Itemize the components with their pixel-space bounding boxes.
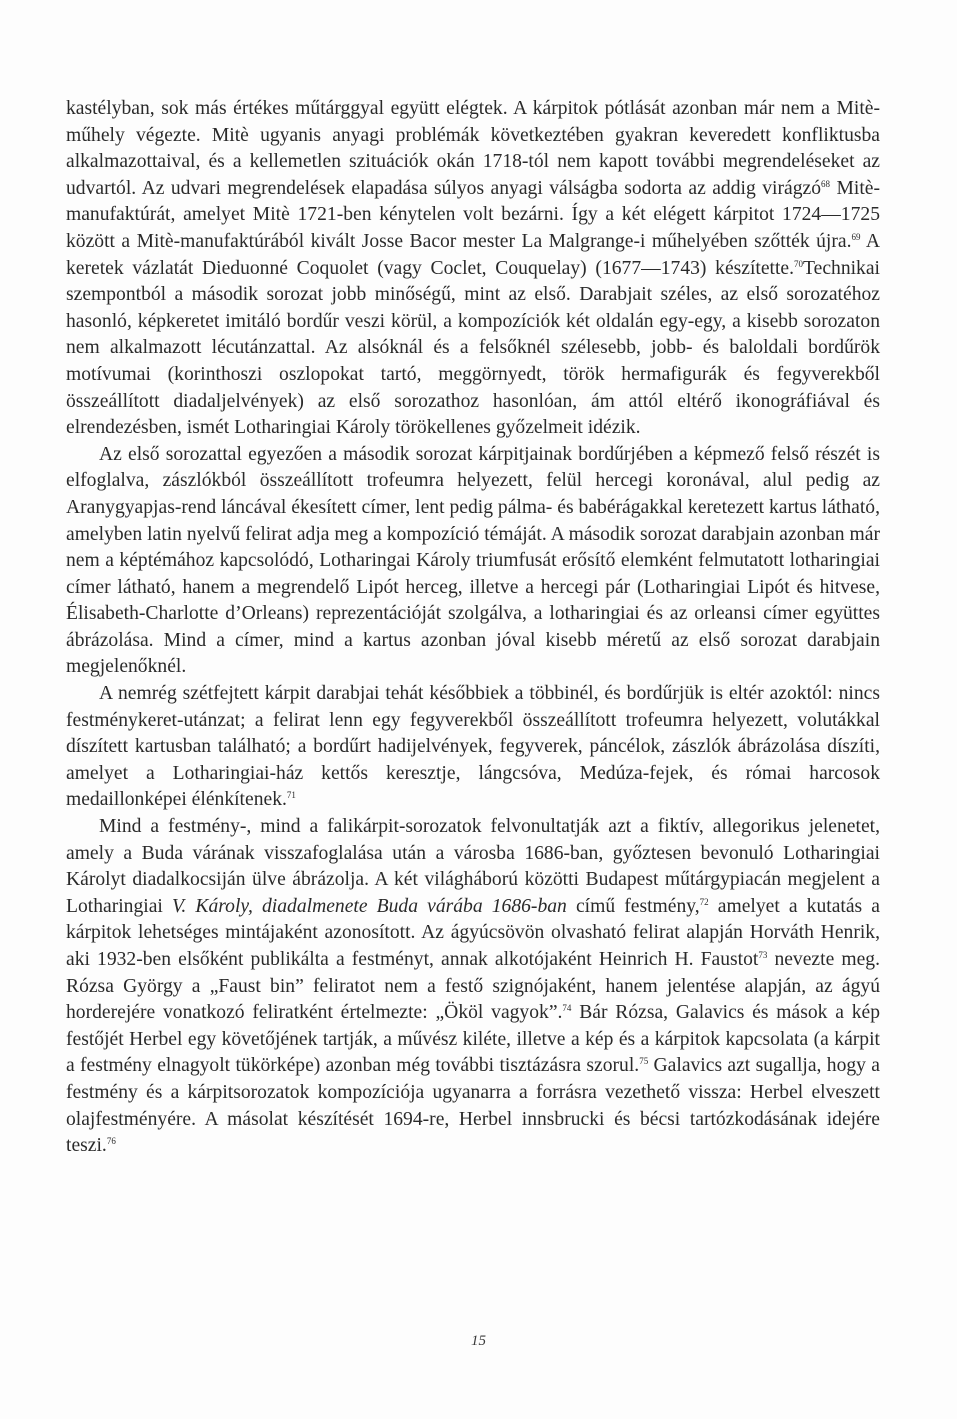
text-run: című festmény, xyxy=(566,895,700,917)
italic-title: V. Károly, diadalmenete Buda várába 1686-ban xyxy=(171,895,567,917)
text-run: nevezte meg. Rózsa György a „Faust bin” feliratot nem a festő szignójaként, hanem jelentése alapján, az ágyú horderejére vonatkozó feliratként értelmezte: „Ököl vagyok”. xyxy=(66,949,880,1024)
text-run: Mitè-manufaktúrát, amelyet Mitè 1721-ben kénytelen volt bezárni. Így a két elégett kárpitot 1724—1725 között a Mitè-manufaktúrából kivált Josse Bacor mester La Malgrange-i műhelyében szőtték újra. xyxy=(66,177,880,252)
footnote-marker: 76 xyxy=(106,1135,116,1146)
footnote-marker: 68 xyxy=(821,178,830,189)
footnote-marker: 69 xyxy=(851,231,861,242)
text-run: Galavics azt sugallja, hogy a festmény és a kárpitsorozatok kompozíciója ugyanarra a forrásra vezethető vissza: Herbel elveszett olajfestményére. A másolat készítését 1694-re, Herbel innsbrucki és bécsi tartózkodásának idejére teszi. xyxy=(66,1055,880,1157)
footnote-marker: 72 xyxy=(699,896,709,907)
paragraph xyxy=(66,681,880,814)
page-number: 15 xyxy=(471,1333,486,1349)
text-run: Mind a festmény-, mind a falikárpit-sorozatok felvonultatják azt a fiktív, allegorikus jelenetet, amely a Buda várának visszafoglalása után a városba 1686-ban, győztesen bevonuló Lotharingiai Károlyt diadalkocsiján ülve ábrázolja. A két világháború közötti Budapest műtárgypiacán megjelent a Lotharingiai xyxy=(66,816,880,917)
footnote-marker: 74 xyxy=(562,1003,572,1013)
text-run: A nemrég szétfejtett kárpit darabjai tehát későbbiek a többinél, és bordűrjük is eltér azoktól: nincs festménykeret-utánzat; a felirat lenn egy fegyverekből összeállított trofeumra helyezett, volutákkal díszített kartusban található; a bordűrt hadijelvények, fegyverek, páncélok, zászlók ábrázolása díszíti, amelyet a Lotharingiai-ház kettős keresztje, lángcsóva, Medúza-fejek, és római harcosok medaillonképei élénkítenek. xyxy=(66,683,880,811)
text-run: Bár Rózsa, Galavics és mások a kép festőjét Herbel egy követőjének tartják, a művész kiléte, illetve a kép és a kárpitok kapcsolata (a kárpit a festmény elnagyolt tükörképe) azonban még további tisztázásra szorul. xyxy=(66,1002,880,1077)
footnote-marker: 70 xyxy=(794,258,804,269)
paragraph xyxy=(66,96,880,442)
paragraph xyxy=(66,442,880,681)
text-run: Az első sorozattal egyezően a második sorozat kárpitjainak bordűrjében a képmező felső részét is elfoglalva, zászlókból összeállított trofeumra helyezett, felül hercegi koronával, alul pedig az Aranygyapjas-rend láncával ékesített címer, lent pedig pálma- és babérágakkal keretezett kartus látható, amelyben latin nyelvű felirat adja meg a kompozíció témáját. A második sorozat darabjain azonban már nem a képtémához kapcsolódó, Lotharingai Károly triumfusát erősítő elemként felmutatott lotharingiai címer látható, hanem a megrendelő Lipót herceg, illetve a hercegi pár (Lotharingiai Lipót és hitvese, Élisabeth-Charlotte d’Orleans) reprezentációját szolgálva, a lotharingiai és az orleansi címer együttes ábrázolása. Mind a címer, mind a kartus azonban jóval kisebb méretű az első sorozat darabjain megjelenőknél. xyxy=(66,443,880,678)
footnote-marker: 73 xyxy=(758,949,768,960)
text-run: kastélyban, sok más értékes műtárggyal együtt elégtek. A kárpitok pótlását azonban már nem a Mitè-műhely végezte. Mitè ugyanis anyagi problémák következtében gyakran keveredett konfliktusba alkalmazottaival, és a kellemetlen szituációk okán 1718-tól nem kapott további megrendeléseket az udvartól. Az udvari megrendelések elapadása súlyos anyagi válságba sodorta az addig virágzó xyxy=(66,98,880,199)
text-run: Technikai szempontból a második sorozat jobb minőségű, mint az első. Darabjait széles, az első sorozatéhoz hasonló, képkeretet imitáló bordűr veszi körül, a kompozíciók két oldalán egy-egy, a kisebb sorozaton nem alkalmazott lécutánzattal. Az alsóknál és a felsőknél szélesebb, jobb- és baloldali bordűrök motívumai (korinthoszi oszlopokat tartó, meggörnyedt, török hermafigurák és fegyverekből összeállított diadaljelvények) az első sorozathoz hasonlóan, ám attól eltérő ikonográfiával és elrendezésben, ismét Lotharingiai Károly törökellenes győzelmeit idézik. xyxy=(66,257,880,439)
footnote-marker: 71 xyxy=(286,790,296,801)
text-run: amelyet a kutatás a kárpitok lehetséges mintájaként azonosított. Az ágyúcsövön olvasható felirat alapján Horváth Henrik, aki 1932-ben elsőként publikálta a festményt, annak alkotójaként Heinrich H. Faustot xyxy=(66,895,880,970)
paragraph xyxy=(66,814,880,1160)
body-text xyxy=(66,96,880,1160)
text-run: A keretek vázlatát Dieduonné Coquolet (vagy Coclet, Couquelay) (1677—1743) készítette. xyxy=(66,230,880,279)
footnote-marker: 75 xyxy=(639,1056,649,1067)
